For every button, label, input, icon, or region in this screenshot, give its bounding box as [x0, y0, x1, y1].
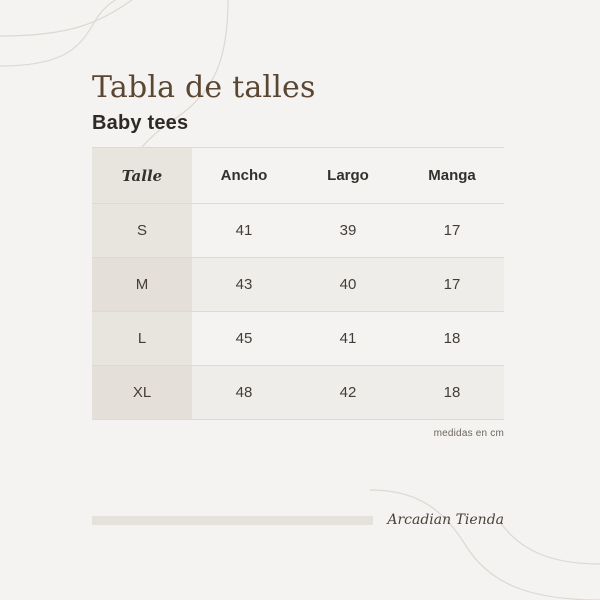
- page-title: Tabla de talles: [92, 70, 316, 105]
- cell-ancho: 45: [192, 312, 296, 366]
- table-row: [92, 312, 504, 366]
- table-row: [92, 258, 504, 312]
- size-table-head: [92, 148, 504, 204]
- table-header-row: [92, 148, 504, 204]
- footer: [92, 512, 504, 528]
- size-table: [92, 147, 504, 420]
- column-header-largo: Largo: [296, 148, 400, 204]
- cell-manga: 18: [400, 366, 504, 420]
- footer-divider: [92, 516, 373, 525]
- cell-manga: 18: [400, 312, 504, 366]
- column-header-talle: Talle: [92, 148, 192, 204]
- cell-largo: 42: [296, 366, 400, 420]
- cell-largo: 40: [296, 258, 400, 312]
- cell-largo: 41: [296, 312, 400, 366]
- size-chart-content: [92, 70, 504, 439]
- cell-size: L: [92, 312, 192, 366]
- cell-ancho: 41: [192, 204, 296, 258]
- brand-name: Arcadian Tienda: [387, 512, 504, 528]
- cell-size: M: [92, 258, 192, 312]
- units-note: medidas en cm: [433, 428, 504, 439]
- column-header-manga: Manga: [400, 148, 504, 204]
- cell-size: S: [92, 204, 192, 258]
- cell-ancho: 48: [192, 366, 296, 420]
- table-row: [92, 366, 504, 420]
- cell-size: XL: [92, 366, 192, 420]
- cell-manga: 17: [400, 258, 504, 312]
- table-row: [92, 204, 504, 258]
- cell-largo: 39: [296, 204, 400, 258]
- cell-manga: 17: [400, 204, 504, 258]
- size-table-body: [92, 204, 504, 420]
- cell-ancho: 43: [192, 258, 296, 312]
- column-header-ancho: Ancho: [192, 148, 296, 204]
- page-subtitle: Baby tees: [92, 112, 189, 134]
